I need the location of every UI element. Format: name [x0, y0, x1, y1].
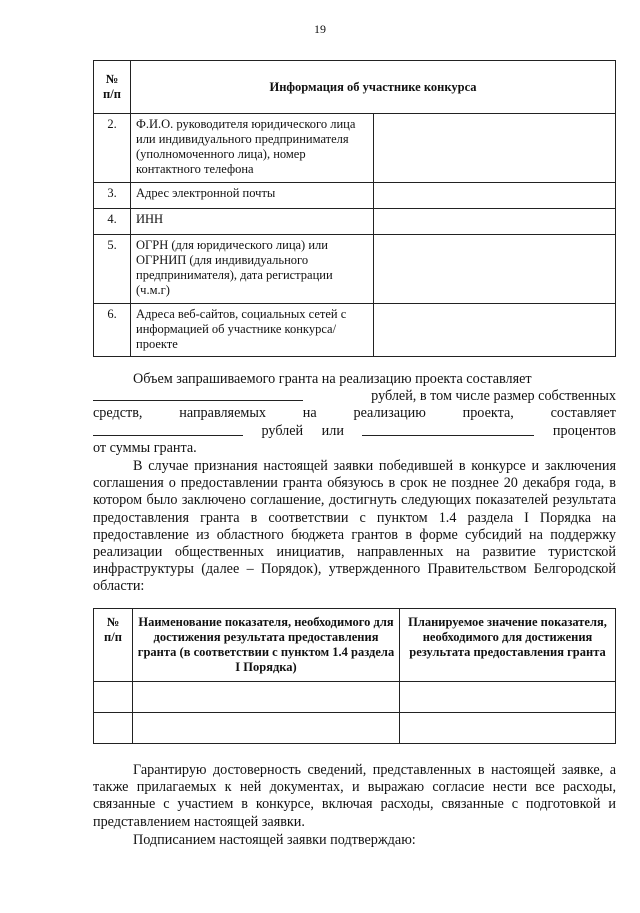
- own-funds-blank[interactable]: [93, 423, 243, 436]
- grant-line-1: Объем запрашиваемого гранта на реализацию проекта составляет: [133, 371, 532, 387]
- row-value-cell[interactable]: [374, 209, 616, 235]
- row-num: 5.: [94, 235, 131, 304]
- grant-line-2-text: рублей, в том числе размер собственных: [371, 388, 616, 405]
- table-row: [94, 713, 616, 744]
- word: составляет: [550, 405, 616, 422]
- header-num: № п/п: [94, 61, 131, 114]
- word: процентов: [552, 422, 616, 439]
- percent-blank[interactable]: [362, 423, 534, 436]
- table-row: [94, 114, 616, 183]
- obligation-paragraph: [93, 458, 616, 596]
- row-num: 6.: [94, 304, 131, 357]
- word: проекта,: [462, 405, 514, 422]
- row-label: Адрес электронной почты: [131, 183, 374, 209]
- row-planned-cell[interactable]: [400, 713, 616, 744]
- grant-line-4: [93, 423, 616, 440]
- row-label: Адреса веб-сайтов, социальных сетей с информацией об участнике конкурса/проекте: [131, 304, 374, 357]
- grant-line-2: [93, 388, 616, 405]
- word: на: [302, 405, 317, 422]
- row-name-cell[interactable]: [133, 682, 400, 713]
- row-num: 3.: [94, 183, 131, 209]
- guarantee-paragraph: [93, 762, 616, 831]
- table-header-row: [94, 61, 616, 114]
- word: рублей: [261, 422, 304, 439]
- header-planned-value: Планируемое значение показателя, необходимого для достижения результата предоставления гранта: [400, 609, 616, 682]
- word: или: [321, 422, 344, 439]
- grant-line-3: [93, 405, 616, 422]
- row-value-cell[interactable]: [374, 183, 616, 209]
- row-value-cell[interactable]: [374, 114, 616, 183]
- word: направляемых: [179, 405, 266, 422]
- word: средств,: [93, 405, 143, 422]
- guarantee-text: Гарантирую достоверность сведений, представленных в настоящей заявке, а также прилагаемых к ней документах, и выражаю согласие нести все расходы, связанные с участием в конкурсе, включая расходы, связанные с подготовкой и представлением настоящей заявки.: [93, 762, 616, 830]
- row-num-cell[interactable]: [94, 713, 133, 744]
- row-label: Ф.И.О. руководителя юридического лица или индивидуального предпринимателя (уполномоченного лица), номер контактного телефона: [131, 114, 374, 183]
- row-num: 2.: [94, 114, 131, 183]
- grant-amount-blank[interactable]: [93, 388, 303, 401]
- row-planned-cell[interactable]: [400, 682, 616, 713]
- participant-info-table: [93, 60, 616, 357]
- table-row: [94, 183, 616, 209]
- indicators-table: [93, 608, 616, 744]
- table-row: [94, 304, 616, 357]
- row-num: 4.: [94, 209, 131, 235]
- header-num: № п/п: [94, 609, 133, 682]
- grant-amount-paragraph: [93, 371, 616, 457]
- confirmation-text: Подписанием настоящей заявки подтверждаю:: [133, 832, 416, 848]
- row-num-cell[interactable]: [94, 682, 133, 713]
- table-row: [94, 682, 616, 713]
- table-row: [94, 209, 616, 235]
- header-info: Информация об участнике конкурса: [131, 61, 616, 114]
- header-indicator-name: Наименование показателя, необходимого для достижения результата предоставления гранта (в соответствии с пунктом 1.4 раздела I Порядка): [133, 609, 400, 682]
- row-label: ИНН: [131, 209, 374, 235]
- grant-line-5: от суммы гранта.: [93, 439, 197, 456]
- table-row: [94, 235, 616, 304]
- word: реализацию: [353, 405, 426, 422]
- page-number: 19: [314, 22, 326, 36]
- confirmation-paragraph: [93, 832, 616, 849]
- row-value-cell[interactable]: [374, 304, 616, 357]
- row-value-cell[interactable]: [374, 235, 616, 304]
- row-label: ОГРН (для юридического лица) или ОГРНИП (для индивидуального предпринимателя), дата регистрации (ч.м.г): [131, 235, 374, 304]
- obligation-text: В случае признания настоящей заявки победившей в конкурсе и заключения соглашения о предоставлении гранта обязуюсь в срок не позднее 20 декабря года, в котором было заключено соглашение, достигнуть следующих показателей результата предоставления гранта в соответствии с пунктом 1.4 раздела I Порядка на предоставление из областного бюджета грантов в форме субсидий на поддержку реализации общественных инициатив, направленных на развитие туристской инфраструктуры (далее – Порядок), утвержденного Правительством Белгородской области:: [93, 458, 616, 595]
- row-name-cell[interactable]: [133, 713, 400, 744]
- table-header-row: [94, 609, 616, 682]
